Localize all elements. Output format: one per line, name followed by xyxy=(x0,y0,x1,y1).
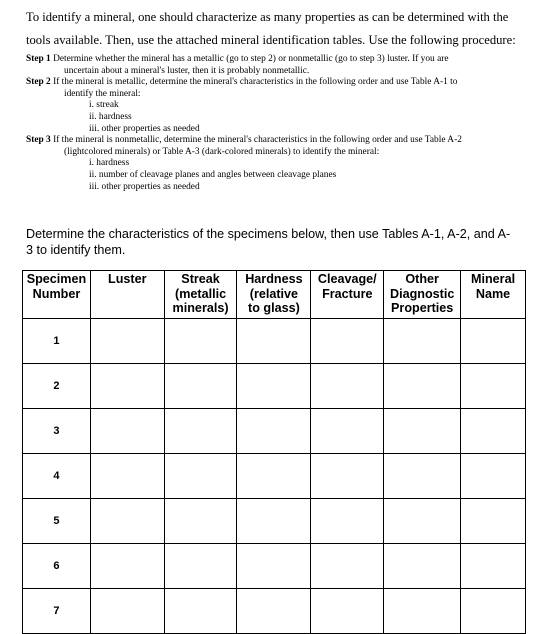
table-row xyxy=(23,409,526,454)
step-1 xyxy=(26,54,531,77)
specimen-number: 1 xyxy=(23,319,91,364)
mineral-name-cell[interactable] xyxy=(461,454,526,499)
other-properties-cell[interactable] xyxy=(384,499,461,544)
other-properties-cell[interactable] xyxy=(384,454,461,499)
cleavage-cell[interactable] xyxy=(311,589,384,634)
streak-cell[interactable] xyxy=(164,589,237,634)
cleavage-cell[interactable] xyxy=(311,544,384,589)
specimen-number: 2 xyxy=(23,364,91,409)
step-text-continued: uncertain about a mineral's luster, then it is probably nonmetallic. xyxy=(64,65,310,76)
table-row xyxy=(23,364,526,409)
streak-cell[interactable] xyxy=(164,409,237,454)
mineral-name-cell[interactable] xyxy=(461,589,526,634)
specimen-table xyxy=(22,270,526,634)
sub-item: iii. other properties as needed xyxy=(89,181,200,192)
step-label: Step 2 xyxy=(26,77,51,88)
other-properties-cell[interactable] xyxy=(384,319,461,364)
luster-cell[interactable] xyxy=(90,544,164,589)
cleavage-cell[interactable] xyxy=(311,454,384,499)
cleavage-cell[interactable] xyxy=(311,409,384,454)
sub-item: ii. hardness xyxy=(89,111,132,122)
luster-cell[interactable] xyxy=(90,589,164,634)
sub-item: i. hardness xyxy=(89,158,130,169)
luster-cell[interactable] xyxy=(90,454,164,499)
specimen-number: 6 xyxy=(23,544,91,589)
cleavage-cell[interactable] xyxy=(311,499,384,544)
mineral-name-cell[interactable] xyxy=(461,499,526,544)
mineral-name-cell[interactable] xyxy=(461,409,526,454)
hardness-cell[interactable] xyxy=(237,589,311,634)
other-properties-cell[interactable] xyxy=(384,364,461,409)
table-row xyxy=(23,499,526,544)
table-row xyxy=(23,544,526,589)
mineral-name-cell[interactable] xyxy=(461,544,526,589)
step-3 xyxy=(26,135,531,193)
hardness-cell[interactable] xyxy=(237,409,311,454)
streak-cell[interactable] xyxy=(164,544,237,589)
header-cleavage-fracture: Cleavage/ Fracture xyxy=(311,271,384,319)
luster-cell[interactable] xyxy=(90,364,164,409)
hardness-cell[interactable] xyxy=(237,499,311,544)
hardness-cell[interactable] xyxy=(237,319,311,364)
cleavage-cell[interactable] xyxy=(311,364,384,409)
sub-item: iii. other properties as needed xyxy=(89,123,200,134)
streak-cell[interactable] xyxy=(164,499,237,544)
specimen-number: 3 xyxy=(23,409,91,454)
header-luster: Luster xyxy=(90,271,164,319)
intro-line: tools available. Then, use the attached mineral identification tables. Use the following procedure: xyxy=(26,33,516,47)
sub-item: ii. number of cleavage planes and angles between cleavage planes xyxy=(89,169,337,180)
step-text: If the mineral is metallic, determine the mineral's characteristics in the following order and use Table A-1 to xyxy=(53,77,458,88)
luster-cell[interactable] xyxy=(90,409,164,454)
step-text-continued: identify the mineral: xyxy=(64,88,141,99)
streak-cell[interactable] xyxy=(164,364,237,409)
sub-item: i. streak xyxy=(89,100,119,111)
cleavage-cell[interactable] xyxy=(311,319,384,364)
step-text: Determine whether the mineral has a metallic (go to step 2) or nonmetallic (go to step 3) luster. If you are xyxy=(53,54,449,64)
header-specimen-number: Specimen Number xyxy=(23,271,91,319)
header-hardness: Hardness (relative to glass) xyxy=(237,271,311,319)
intro-line: To identify a mineral, one should characterize as many properties as can be determined with the xyxy=(26,10,509,24)
procedure-steps xyxy=(26,54,531,193)
instruction-line: 3 to identify them. xyxy=(26,243,126,257)
table-row xyxy=(23,454,526,499)
intro-paragraph xyxy=(26,6,526,52)
luster-cell[interactable] xyxy=(90,319,164,364)
step-label: Step 3 xyxy=(26,135,51,146)
streak-cell[interactable] xyxy=(164,319,237,364)
other-properties-cell[interactable] xyxy=(384,589,461,634)
table-row xyxy=(23,589,526,634)
header-other-properties: Other Diagnostic Properties xyxy=(384,271,461,319)
mineral-name-cell[interactable] xyxy=(461,319,526,364)
hardness-cell[interactable] xyxy=(237,544,311,589)
instruction-text xyxy=(26,226,526,258)
step-text-continued: (lightcolored minerals) or Table A-3 (dark-colored minerals) to identify the mineral: xyxy=(64,146,380,157)
header-streak: Streak (metallic minerals) xyxy=(164,271,237,319)
table-header-row xyxy=(23,271,526,319)
specimen-number: 5 xyxy=(23,499,91,544)
hardness-cell[interactable] xyxy=(237,364,311,409)
mineral-name-cell[interactable] xyxy=(461,364,526,409)
hardness-cell[interactable] xyxy=(237,454,311,499)
specimen-number: 4 xyxy=(23,454,91,499)
luster-cell[interactable] xyxy=(90,499,164,544)
header-mineral-name: Mineral Name xyxy=(461,271,526,319)
instruction-line: Determine the characteristics of the specimens below, then use Tables A-1, A-2, and A- xyxy=(26,227,511,241)
step-2 xyxy=(26,77,531,135)
other-properties-cell[interactable] xyxy=(384,544,461,589)
streak-cell[interactable] xyxy=(164,454,237,499)
table-row xyxy=(23,319,526,364)
other-properties-cell[interactable] xyxy=(384,409,461,454)
step-text: If the mineral is nonmetallic, determine the mineral's characteristics in the following order and use Table A-2 xyxy=(53,135,462,146)
step-label: Step 1 xyxy=(26,54,51,64)
specimen-number: 7 xyxy=(23,589,91,634)
